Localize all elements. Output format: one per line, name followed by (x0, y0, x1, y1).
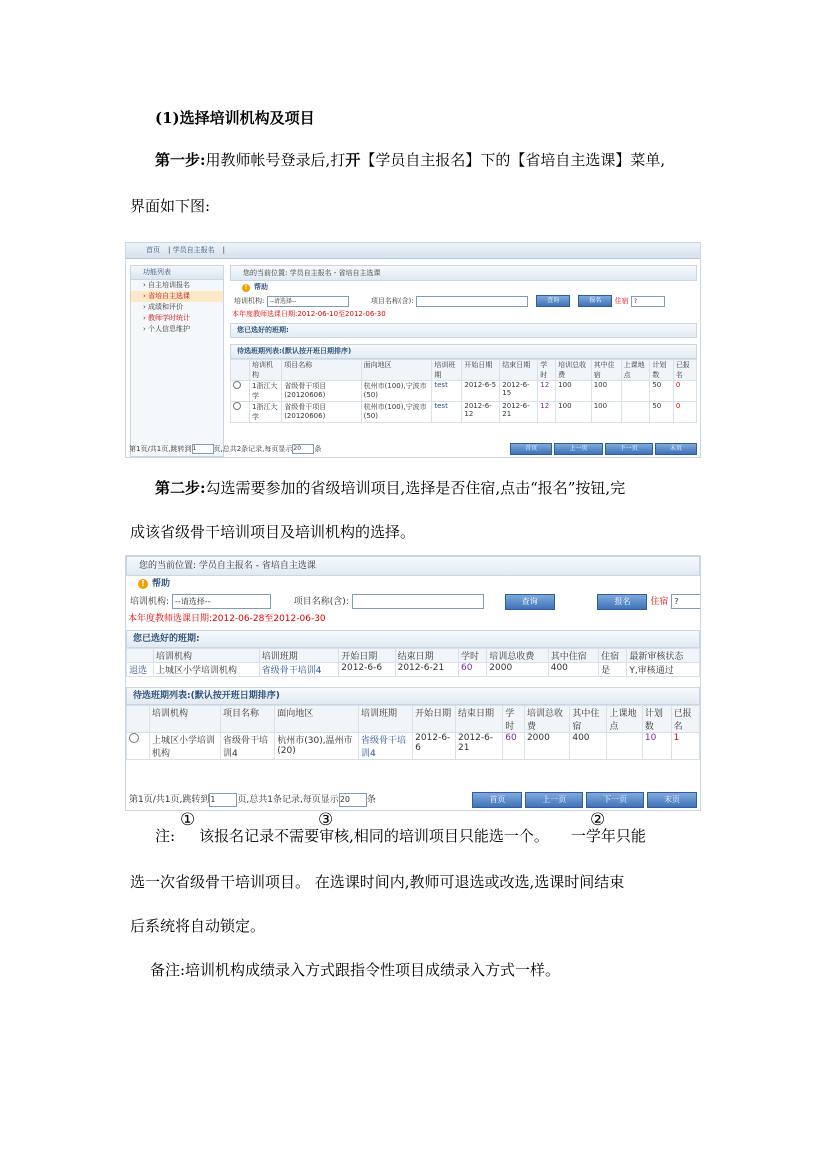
table-header-row: 培训机构 项目名称 面向地区 培训班期 开始日期 结束日期 学时 培训总收费 其中住宿 上课地点 计划数 已报名 (127, 706, 700, 733)
note-marker-3: ③ (318, 810, 334, 830)
table-header-row: 培训机构 培训班期 开始日期 结束日期 学时 培训总收费 其中住宿 住宿 最新审核状态 (127, 649, 700, 663)
project-name-input[interactable] (416, 296, 528, 307)
table-header-row: 培训机构 项目名称 面向地区 培训班期 开始日期 结束日期 学时 培训总收费 其中住宿 上课地点 计划数 已报名 (231, 360, 697, 381)
step2-line2: 成该省级骨干培训项目及培训机构的选择。 (130, 523, 416, 541)
nav-signup-link[interactable]: 学员自主报名 (172, 246, 215, 254)
stay-select[interactable]: ? (631, 296, 665, 307)
withdraw-link[interactable]: 退选 (127, 663, 154, 677)
note-line3: 后系统将自动锁定。 (130, 917, 266, 935)
chosen-section-title: 您已选好的班期: (230, 323, 697, 338)
prev-page-button[interactable]: 上一页 (554, 443, 602, 455)
date-range-text: 本年度教师选课日期:2012-06-28至2012-06-30 (128, 614, 326, 624)
chosen-table (126, 648, 700, 677)
pager: 第1页/共1页,跳转到1 页,总共1条记录,每页显示20 条 首页 上一页 下一页 末页 (129, 792, 697, 808)
row-radio[interactable] (233, 381, 241, 389)
prev-page-button[interactable]: 上一页 (525, 792, 583, 808)
pending-section-title: 待选班期列表:(默认按开班日期排序) (126, 687, 700, 705)
query-button[interactable]: 查询 (536, 295, 570, 307)
sidebar-item-profile[interactable]: › 个人信息维护 (143, 325, 191, 333)
sidebar (130, 265, 224, 457)
breadcrumb: 您的当前位置: 学员自主报名 - 省培自主选课 (126, 556, 700, 576)
step2-label: 第二步: (155, 479, 206, 497)
main-panel (230, 265, 697, 457)
step2-line1: 第二步:勾选需要参加的省级培训项目,选择是否住宿,点击“报名”按钮,完 (155, 479, 626, 497)
next-page-button[interactable]: 下一页 (605, 443, 653, 455)
top-nav: 首页 | 学员自主报名 | (126, 243, 700, 259)
sidebar-item-course-select[interactable]: › 省培自主选课 (131, 291, 223, 302)
step1-line2: 界面如下图: (130, 197, 211, 215)
sidebar-title: 功能列表 (131, 266, 223, 280)
filter-row: 培训机构: --请选择-- 项目名称(含): 查询 报名 住宿 ? (230, 294, 697, 309)
screenshot-1 (125, 242, 701, 458)
note-line1: 注: 该报名记录不需要审核,相同的培训项目只能选一个。 一学年只能 (155, 827, 646, 845)
org-select[interactable]: --请选择-- (172, 594, 271, 609)
chosen-section-title: 您已选好的班期: (126, 630, 700, 648)
page-size-input[interactable]: 20 (292, 444, 314, 454)
sidebar-item-self-signup[interactable]: › 自主培训报名 (143, 281, 191, 289)
pending-section-title: 待选班期列表:(默认按开班日期排序) (230, 344, 697, 359)
help-link[interactable]: ! 帮助 (230, 281, 697, 294)
date-range-text: 本年度教师选课日期:2012-06-10至2012-06-30 (232, 310, 386, 318)
nav-home-link[interactable]: 首页 (146, 246, 160, 254)
section-heading: (1)选择培训机构及项目 (155, 109, 315, 127)
table-row: 1浙江大学 省级骨干项目(20120606) 杭州市(100),宁波市(50) test 2012-6-5 2012-6-15 12 100 100 50 0 (231, 381, 697, 402)
signup-button[interactable]: 报名 (578, 295, 612, 307)
note-marker-1: ① (180, 810, 196, 830)
help-link[interactable]: ! 帮助 (126, 576, 700, 592)
sidebar-item-scores[interactable]: › 成绩和评价 (143, 303, 184, 311)
table-row: 1浙江大学 省级骨干项目(20120606) 杭州市(100),宁波市(50) test 2012-6-12 2012-6-21 12 100 100 50 0 (231, 402, 697, 423)
info-icon: ! (242, 284, 250, 292)
pending-table (126, 705, 700, 760)
pager: 第1页/共1页,跳转到1 页,总共2条记录,每页显示20 条 首页 上一页 下一页 末页 (129, 443, 697, 455)
query-button[interactable]: 查询 (505, 594, 555, 610)
table-row: 上城区小学培训机构 省级骨干培训4 杭州市(30),温州市(20) 省级骨干培训4 2012-6-6 2012-6-21 60 2000 400 10 1 (127, 733, 700, 760)
signup-button[interactable]: 报名 (597, 594, 647, 610)
step1-line1: 第一步:用教师帐号登录后,打开【学员自主报名】下的【省培自主选课】菜单, (155, 151, 666, 169)
last-page-button[interactable]: 末页 (647, 792, 697, 808)
next-page-button[interactable]: 下一页 (586, 792, 644, 808)
pending-table (230, 359, 697, 423)
info-icon: ! (138, 579, 148, 589)
screenshot-2 (125, 555, 701, 811)
first-page-button[interactable]: 首页 (472, 792, 522, 808)
note-marker-2: ② (590, 810, 606, 830)
remark-text: 备注:培训机构成绩录入方式跟指令性项目成绩录入方式一样。 (150, 961, 561, 979)
first-page-button[interactable]: 首页 (510, 443, 552, 455)
breadcrumb: 您的当前位置: 学员自主报名 - 省培自主选课 (230, 265, 697, 281)
stay-select[interactable]: ? (671, 594, 701, 609)
page-size-input[interactable]: 20 (339, 793, 367, 807)
note-line2: 选一次省级骨干培训项目。 在选课时间内,教师可退选或改选,选课时间结束 (130, 873, 625, 891)
row-radio[interactable] (129, 733, 139, 743)
table-row: 退选 上城区小学培训机构 省级骨干培训4 2012-6-6 2012-6-21 60 2000 400 是 Y,审核通过 (127, 663, 700, 677)
step1-label: 第一步: (155, 151, 206, 169)
filter-row: 培训机构: --请选择-- 项目名称(含): 查询 报名 住宿 ? (126, 592, 700, 612)
project-name-input[interactable] (352, 594, 484, 609)
row-radio[interactable] (233, 402, 241, 410)
sidebar-item-hours[interactable]: › 教师学时统计 (143, 314, 191, 322)
page-input[interactable]: 1 (209, 793, 237, 807)
last-page-button[interactable]: 末页 (655, 443, 697, 455)
page-input[interactable]: 1 (192, 444, 214, 454)
org-select[interactable]: --请选择-- (267, 296, 349, 307)
